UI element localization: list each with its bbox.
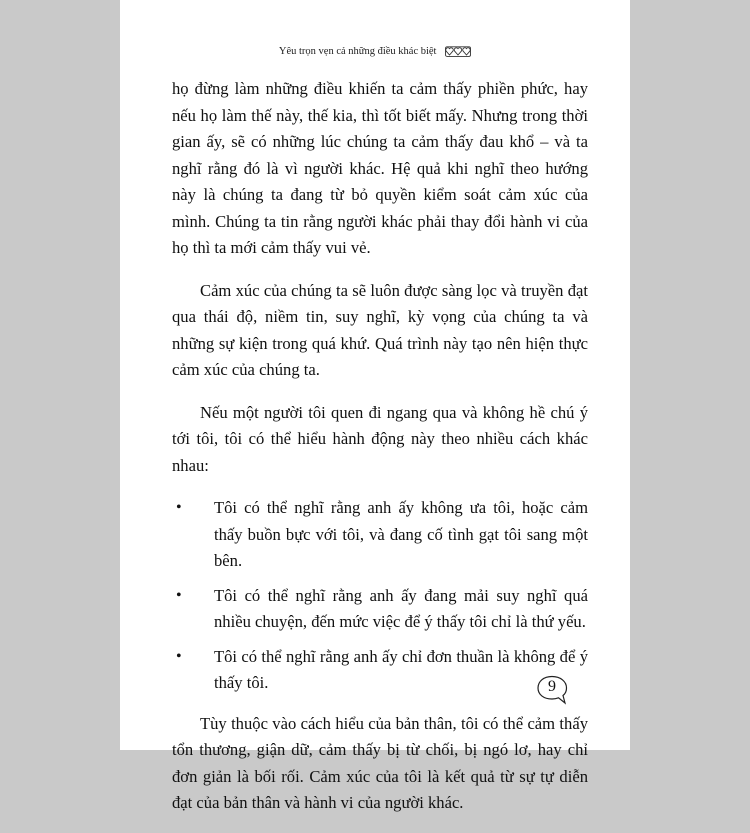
bullet-list [172, 495, 588, 697]
book-page [120, 0, 630, 812]
running-header [120, 46, 630, 57]
bullet-marker: • [176, 586, 182, 604]
bullet-item-3 [172, 644, 588, 697]
paragraph-4: Tùy thuộc vào cách hiểu của bản thân, tôi có thể cảm thấy tổn thương, giận dữ, cảm thấy bị từ chối, bị ngó lơ, hay chỉ đơn giản là bối rối. Cảm xúc của tôi là kết quả từ sự tự diễn đạt của bản thân và hành vi của người khác. [172, 713, 588, 812]
bullet-item-1 [172, 495, 588, 575]
hearts-ornament-icon [445, 46, 471, 57]
bullet-item-2 [172, 583, 588, 636]
bullet-marker: • [176, 499, 182, 516]
page-number: 9 [548, 678, 556, 695]
running-title: Yêu trọn vẹn cả những điều khác biệt [278, 46, 437, 57]
paragraph-2: Cảm xúc của chúng ta sẽ luôn được sàng lọc và truyền đạt qua thái độ, niềm tin, suy nghĩ, kỳ vọng của chúng ta và những sự kiện trong quá khứ. Quá trình này tạo nên hiện thực cảm xúc của chúng ta. [172, 280, 588, 379]
bullet-text-2: Tôi có thể nghĩ rằng anh ấy đang mải suy nghĩ quá nhiều chuyện, đến mức việc để ý thấy tôi chỉ là thứ yếu. [214, 585, 588, 631]
page-number-badge [536, 674, 572, 704]
bullet-text-3: Tôi có thể nghĩ rằng anh ấy chỉ đơn thuần là không để ý thấy tôi. [214, 646, 588, 692]
bullet-marker: • [176, 647, 182, 665]
bullet-text-1: Tôi có thể nghĩ rằng anh ấy không ưa tôi, hoặc cảm thấy buồn bực với tôi, và đang cố tình gạt tôi sang một bên. [214, 498, 588, 570]
body-text [172, 76, 588, 833]
paragraph-1: họ đừng làm những điều khiến ta cảm thấy phiền phức, hay nếu họ làm thế này, thế kia, thì tốt biết mấy. Nhưng trong thời gian ấy, sẽ có những lúc chúng ta cảm thấy đau khổ – và ta nghĩ rằng đó là vì người khác. Hệ quả khi nghĩ theo hướng này là chúng ta đang từ bỏ quyền kiểm soát cảm xúc của mình. Chúng ta tin rằng người khác phải thay đổi hành vi của họ thì ta mới cảm thấy vui vẻ. [172, 79, 588, 257]
paragraph-3: Nếu một người tôi quen đi ngang qua và không hề chú ý tới tôi, tôi có thể hiểu hành động này theo nhiều cách khác nhau: [172, 402, 588, 475]
